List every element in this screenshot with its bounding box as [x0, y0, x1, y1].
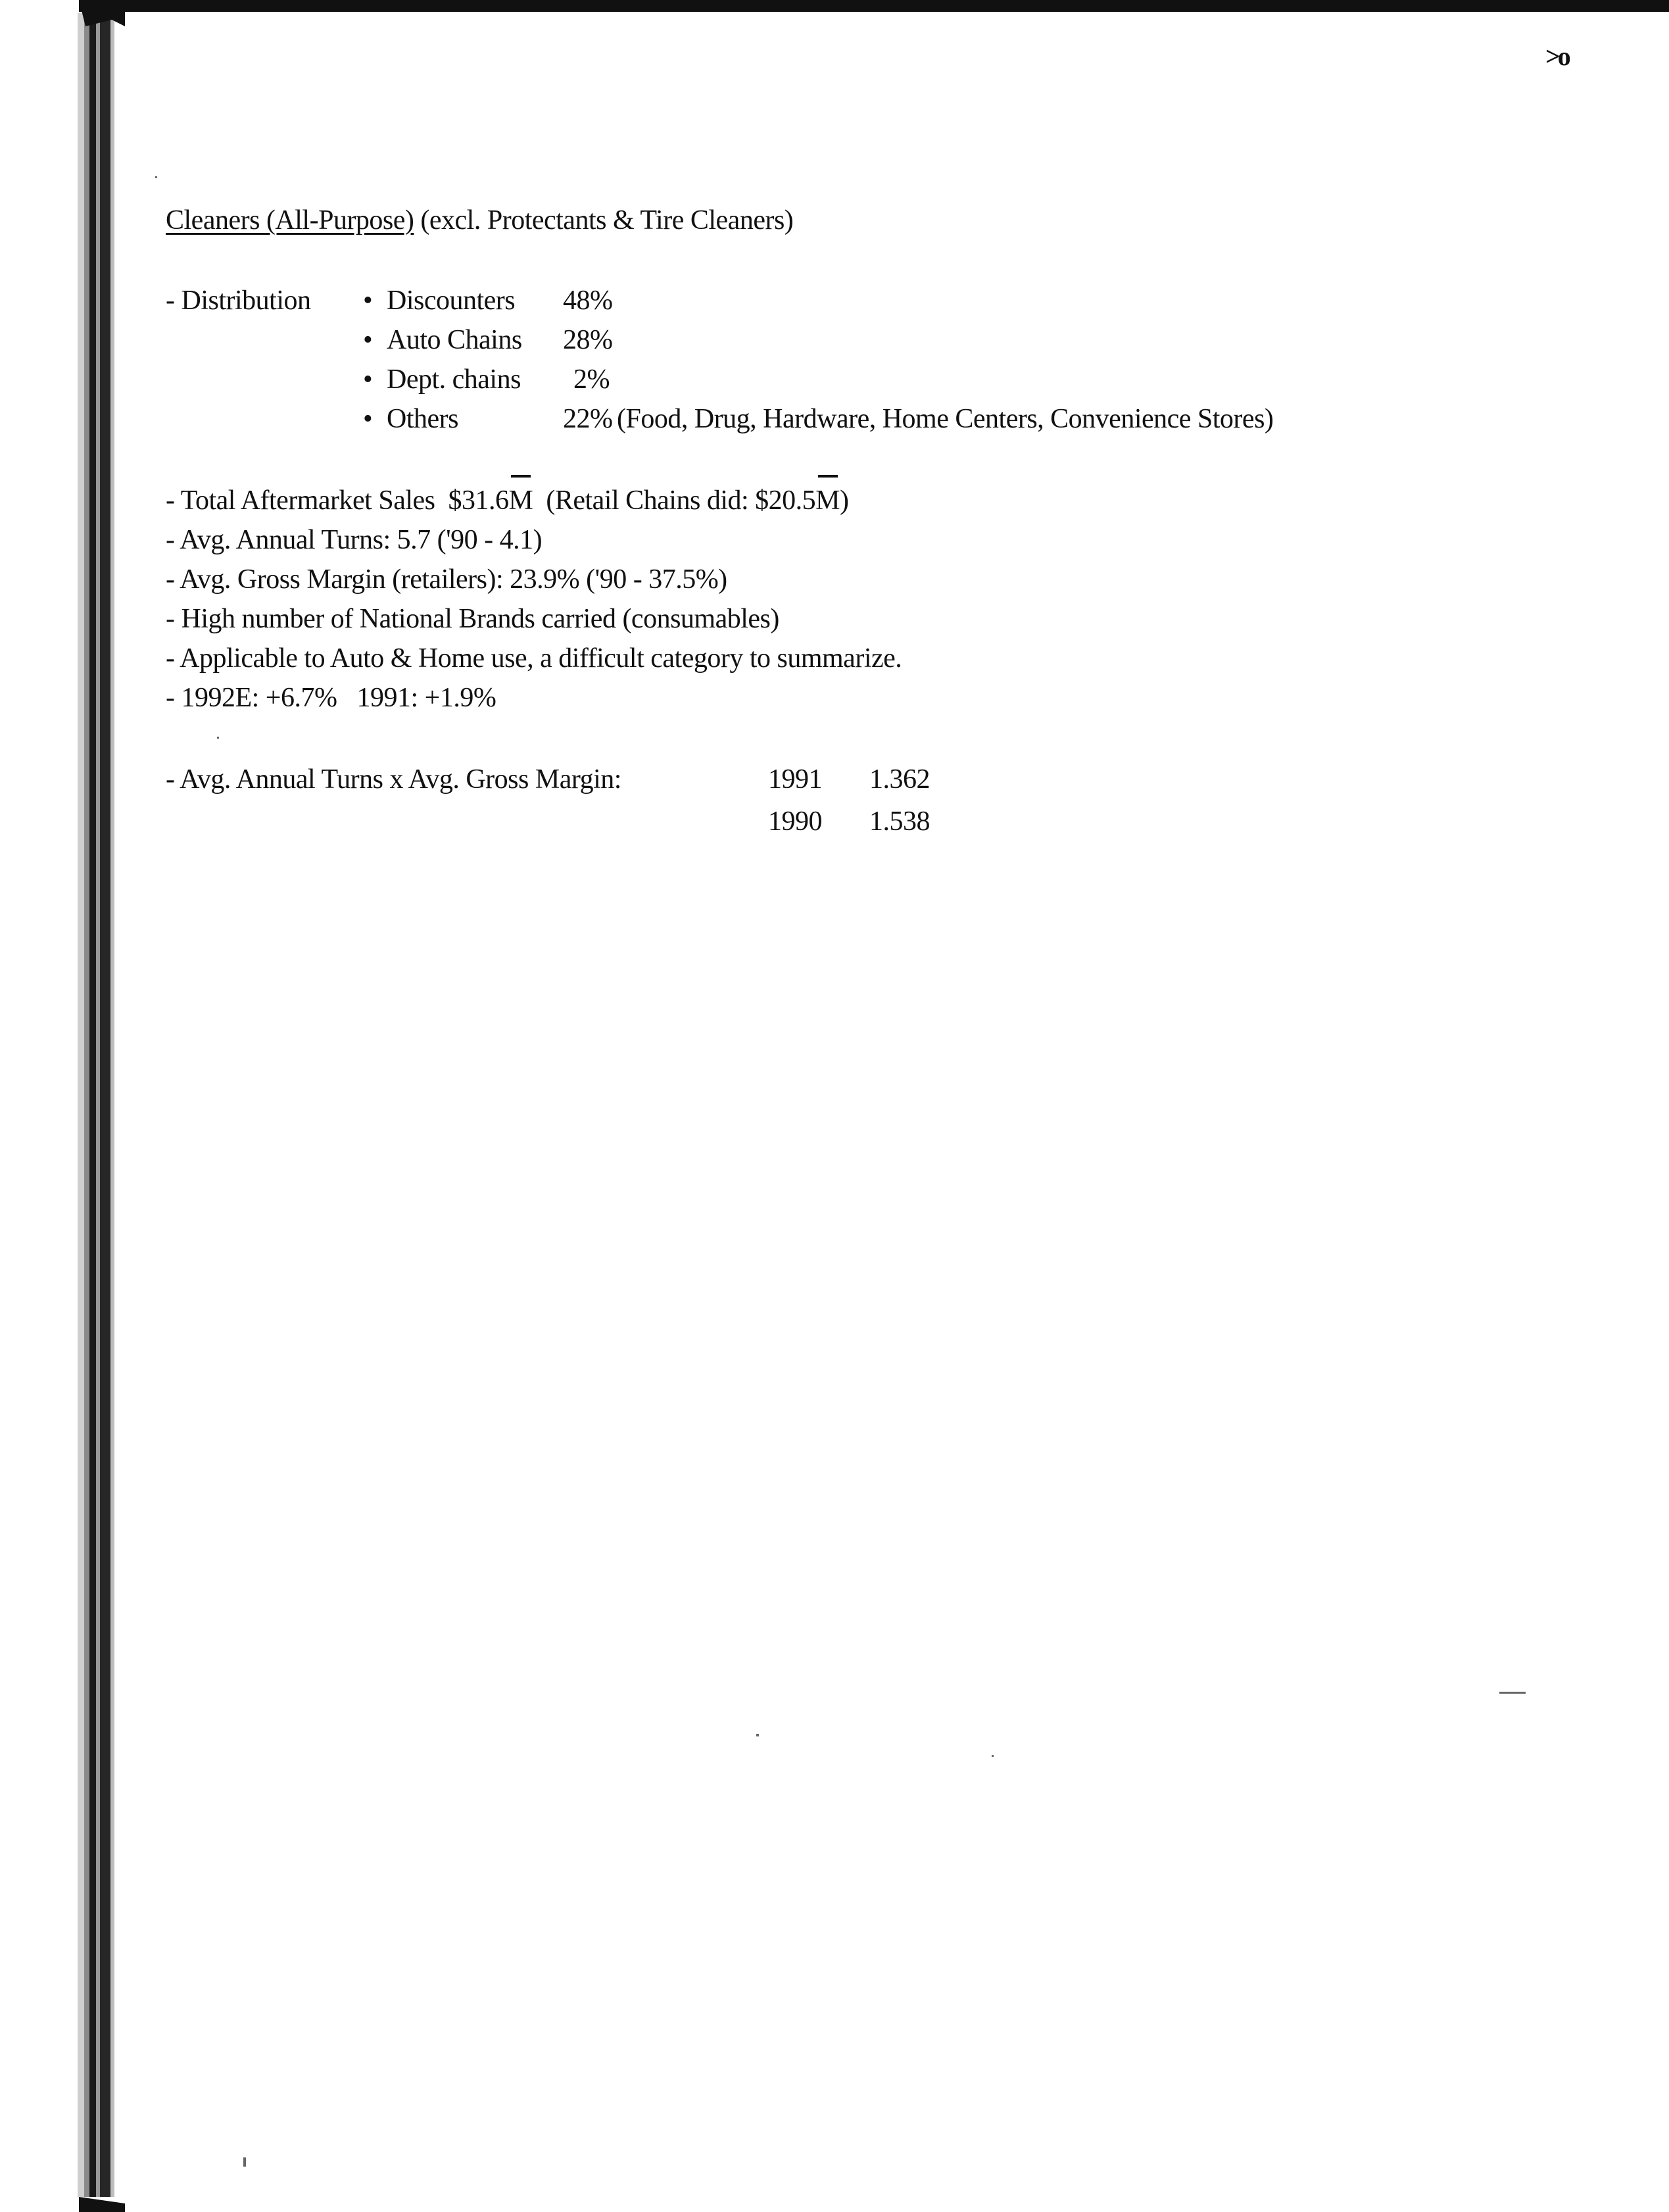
- distribution-label: - Distribution: [166, 285, 311, 316]
- channel-share: 28%: [563, 325, 613, 355]
- bullet: •: [363, 285, 373, 316]
- total-sales-unit: M: [508, 485, 533, 516]
- total-sales-number: $31.6: [448, 485, 509, 516]
- fact-line: - Applicable to Auto & Home use, a difficult category to summarize.: [166, 643, 902, 674]
- scan-speck: [1499, 1692, 1526, 1694]
- fact-line: - High number of National Brands carried (consumables): [166, 604, 779, 634]
- category-title: Cleaners (All-Purpose): [166, 205, 414, 235]
- fact-line: - Avg. Gross Margin (retailers): 23.9% ('90 - 37.5%): [166, 564, 727, 595]
- page-number: >o: [1545, 41, 1568, 71]
- fact-line: - Avg. Annual Turns: 5.7 ('90 - 4.1): [166, 525, 543, 555]
- scan-speck: [756, 1734, 759, 1736]
- binding-edge: [0, 0, 125, 2212]
- channel-share: 48%: [563, 285, 613, 316]
- section-heading: [166, 207, 793, 234]
- bullet: •: [363, 325, 373, 355]
- channel-name: Discounters: [387, 285, 516, 316]
- channel-name: Dept. chains: [387, 364, 521, 395]
- retail-sales-close: ): [840, 485, 849, 516]
- turns-margin-label: - Avg. Annual Turns x Avg. Gross Margin:: [166, 764, 621, 795]
- top-scan-border: [79, 0, 1669, 12]
- row-value: 1.362: [869, 764, 930, 795]
- scan-speck: [217, 737, 219, 739]
- channel-note: (Food, Drug, Hardware, Home Centers, Convenience Stores): [617, 404, 1274, 434]
- channel-name: Auto Chains: [387, 325, 522, 355]
- row-year: 1991: [768, 764, 822, 795]
- fact-line: - 1992E: +6.7% 1991: +1.9%: [166, 683, 496, 713]
- row-value: 1.538: [869, 806, 930, 837]
- retail-sales-number: $20.5: [755, 485, 816, 516]
- total-sales-line: [166, 487, 849, 514]
- bullet: •: [363, 364, 373, 395]
- category-subtitle: (excl. Protectants & Tire Cleaners): [420, 205, 794, 235]
- scan-speck: [992, 1755, 994, 1757]
- row-year: 1990: [768, 806, 822, 837]
- scan-speck: [155, 176, 157, 178]
- retail-sales-unit: M: [815, 485, 840, 516]
- channel-name: Others: [387, 404, 458, 434]
- bullet: •: [363, 404, 373, 434]
- total-sales-label: - Total Aftermarket Sales: [166, 485, 435, 516]
- channel-share: 22%: [563, 404, 613, 434]
- retail-sales-label: (Retail Chains did:: [546, 485, 749, 516]
- scan-speck: [243, 2157, 246, 2167]
- channel-share: 2%: [573, 364, 610, 395]
